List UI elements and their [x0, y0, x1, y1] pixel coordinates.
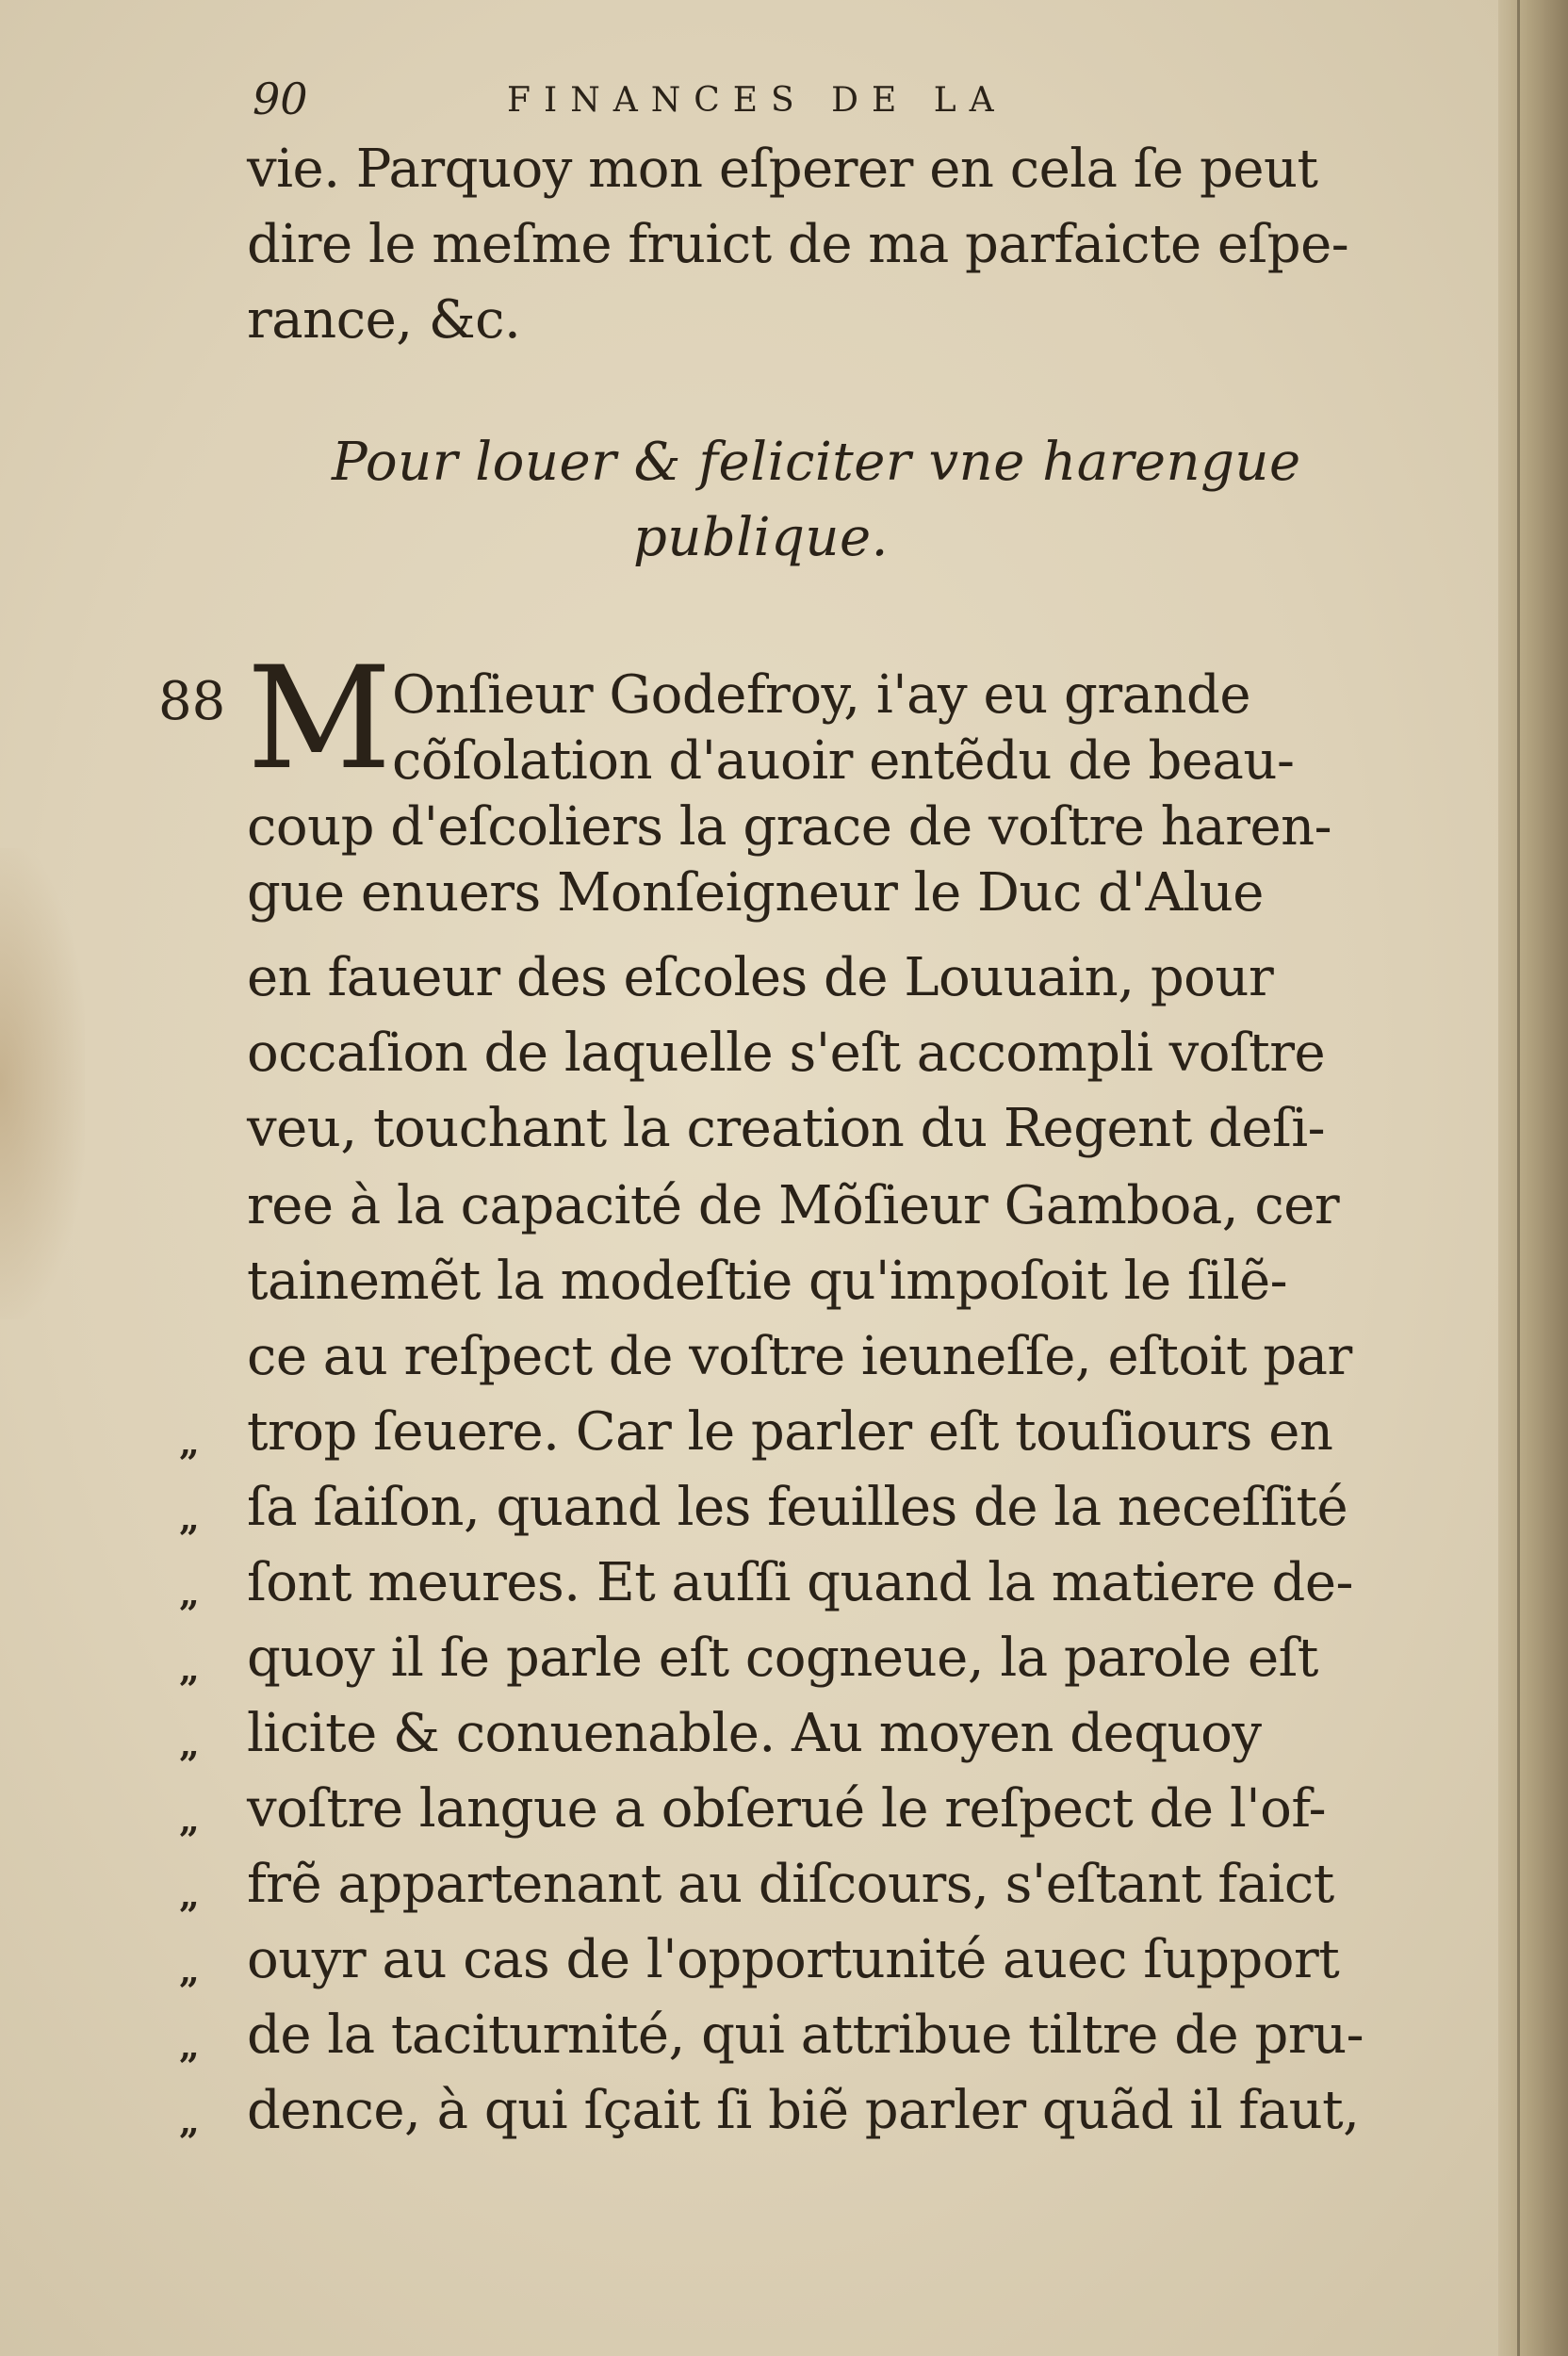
body-line: veu, touchant la creation du Regent deſi-	[247, 1098, 1326, 1159]
body-line: ſont meures. Et auſſi quand la matiere de-	[247, 1552, 1353, 1613]
quotation-marker: „	[179, 2024, 198, 2067]
body-line: cõſolation d'auoir entẽdu de beau-	[392, 730, 1295, 792]
quotation-marker: „	[179, 1421, 198, 1464]
running-title: FINANCES DE LA	[507, 81, 1007, 120]
body-line: coup d'eſcoliers la grace de voſtre haren-	[247, 796, 1332, 858]
quotation-marker: „	[179, 1723, 198, 1765]
body-line: ſa ſaiſon, quand les feuilles de la neceſſité	[247, 1477, 1348, 1538]
continuation-line: vie. Parquoy mon eſperer en cela ſe peut	[247, 139, 1318, 200]
page-stain	[0, 848, 85, 1319]
body-line: quoy il ſe parle eſt cogneue, la parole eſt	[247, 1628, 1318, 1689]
quotation-marker: „	[179, 2100, 198, 2142]
paragraph-number: 88	[158, 671, 226, 732]
quotation-marker: „	[179, 1873, 198, 1916]
quotation-marker: „	[179, 1572, 198, 1614]
section-heading: publique.	[633, 507, 889, 568]
quotation-marker: „	[179, 1949, 198, 1991]
body-line: frẽ appartenant au diſcours, s'eſtant faict	[247, 1854, 1334, 1915]
page-gutter	[1498, 0, 1568, 2356]
binding-edge	[1517, 0, 1520, 2356]
quotation-marker: „	[179, 1647, 198, 1690]
quotation-marker: „	[179, 1798, 198, 1841]
section-heading: Pour louer & feliciter vne harengue	[332, 432, 1301, 493]
body-line: de la taciturnité, qui attribue tiltre de pru-	[247, 2004, 1364, 2066]
running-head	[253, 74, 1195, 130]
continuation-line: dire le meſme fruict de ma parfaicte eſpe-	[247, 214, 1349, 275]
quotation-marker: „	[179, 1497, 198, 1539]
body-line: ree à la capacité de Mõſieur Gamboa, cer	[247, 1175, 1340, 1236]
body-line: licite & conuenable. Au moyen dequoy	[247, 1703, 1262, 1764]
page-number: 90	[253, 74, 308, 124]
body-line: dence, à qui ſçait ſi biẽ parler quãd il faut,	[247, 2080, 1360, 2141]
body-line: voſtre langue a obſerué le reſpect de l'of-	[247, 1778, 1327, 1840]
body-line: en faueur des eſcoles de Louuain, pour	[247, 947, 1274, 1008]
body-line: ce au reſpect de voſtre ieuneſſe, eſtoit par	[247, 1326, 1352, 1387]
body-line: trop ſeuere. Car le parler eſt touſiours en	[247, 1401, 1333, 1463]
body-line: gue enuers Monſeigneur le Duc d'Alue	[247, 862, 1264, 924]
body-line: occaſion de laquelle s'eſt accompli voſtre	[247, 1023, 1326, 1084]
body-line: Onſieur Godefroy, i'ay eu grande	[392, 664, 1251, 726]
body-line: ouyr au cas de l'opportunité auec ſupport	[247, 1929, 1340, 1990]
drop-cap: M	[247, 637, 392, 801]
continuation-line: rance, &c.	[247, 289, 521, 351]
body-line: tainemẽt la modeſtie qu'impoſoit le ſilẽ-	[247, 1251, 1288, 1312]
